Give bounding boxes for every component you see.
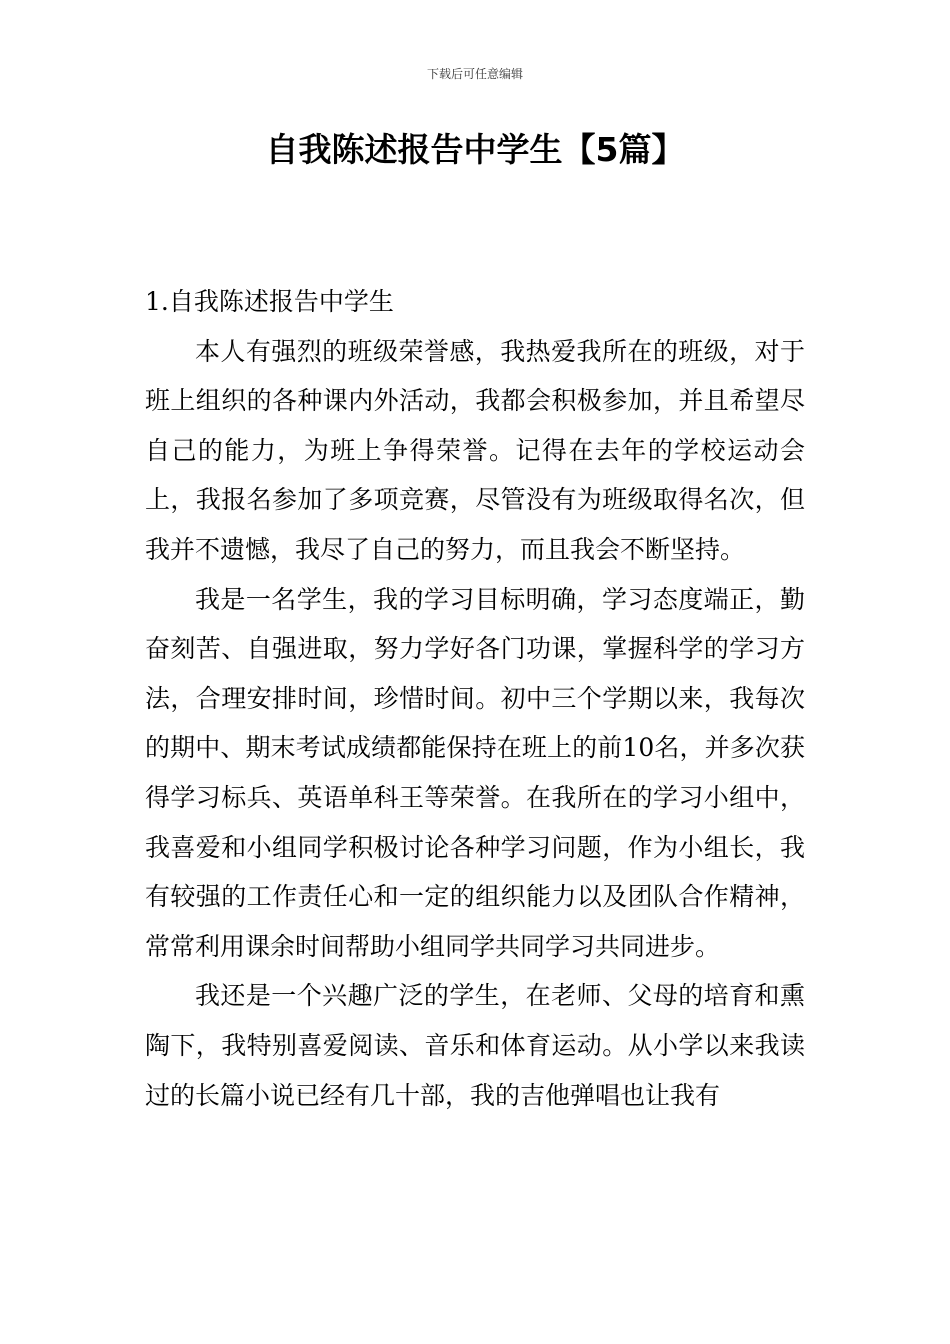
paragraph-3: 我还是一个兴趣广泛的学生，在老师、父母的培育和熏陶下，我特别喜爱阅读、音乐和体育运动。从小学以来我读过的长篇小说已经有几十部，我的吉他弹唱也让我有 <box>145 981 805 1110</box>
header-note: 下载后可任意编辑 <box>426 67 523 81</box>
document-title: 自我陈述报告中学生【5篇】 <box>265 130 685 169</box>
section-heading: 1.自我陈述报告中学生 <box>145 287 394 316</box>
paragraph-1: 本人有强烈的班级荣誉感，我热爱我所在的班级，对于班上组织的各种课内外活动，我都会积极参加，并且希望尽自己的能力，为班上争得荣誉。记得在去年的学校运动会上，我报名参加了多项竞赛，尽管没有为班级取得名次，但我并不遗憾，我尽了自己的努力，而且我会不断坚持。 <box>145 336 805 564</box>
document-body <box>145 277 805 1120</box>
paragraph-2: 我是一名学生，我的学习目标明确，学习态度端正，勤奋刻苦、自强进取，努力学好各门功课，掌握科学的学习方法，合理安排时间，珍惜时间。初中三个学期以来，我每次的期中、期末考试成绩都能保持在班上的前10名，并多次获得学习标兵、英语单科王等荣誉。在我所在的学习小组中，我喜爱和小组同学积极讨论各种学习问题，作为小组长，我有较强的工作责任心和一定的组织能力以及团队合作精神，常常利用课余时间帮助小组同学共同学习共同进步。 <box>145 584 805 961</box>
